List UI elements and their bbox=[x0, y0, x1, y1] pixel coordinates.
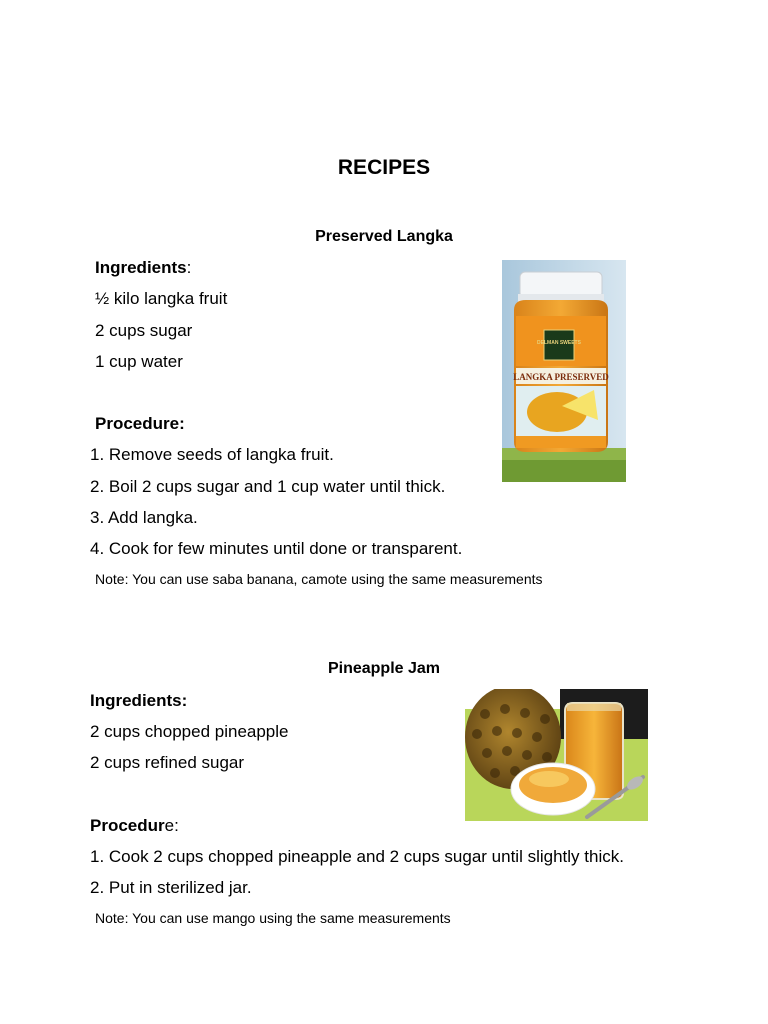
ingredients-heading bbox=[95, 258, 191, 278]
ingredients-heading-text: Ingredients bbox=[95, 258, 187, 277]
procedure-step: 1. Cook 2 cups chopped pineapple and 2 cups sugar until slightly thick. bbox=[90, 847, 624, 866]
recipe-title-preserved-langka: Preserved Langka bbox=[315, 228, 453, 245]
recipe-note: Note: You can use mango using the same measurements bbox=[95, 910, 451, 926]
procedure-heading bbox=[90, 816, 179, 836]
pineapple-jam-photo bbox=[465, 689, 648, 821]
jar-label-text: LANGKA PRESERVED bbox=[513, 372, 609, 382]
langka-preserved-jar-photo bbox=[502, 260, 626, 482]
jar-brand-text: DELMAN SWEETS bbox=[537, 340, 581, 346]
procedure-step: 1. Remove seeds of langka fruit. bbox=[90, 445, 334, 464]
ingredient-item: 2 cups chopped pineapple bbox=[90, 722, 289, 741]
procedure-step: 4. Cook for few minutes until done or transparent. bbox=[90, 539, 463, 558]
ingredients-heading: Ingredients: bbox=[90, 691, 188, 710]
procedure-heading: Procedure: bbox=[95, 414, 185, 433]
procedure-step: 3. Add langka. bbox=[90, 508, 198, 527]
ingredients-heading-colon: : bbox=[186, 258, 192, 277]
ingredient-item: 1 cup water bbox=[95, 352, 183, 371]
ingredient-item: ½ kilo langka fruit bbox=[95, 289, 228, 308]
procedure-heading-bold: Procedur bbox=[90, 816, 165, 835]
ingredient-item: 2 cups sugar bbox=[95, 321, 193, 340]
procedure-heading-rest: e: bbox=[164, 816, 179, 835]
procedure-step: 2. Put in sterilized jar. bbox=[90, 878, 252, 897]
ingredient-item: 2 cups refined sugar bbox=[90, 753, 245, 772]
recipe-note: Note: You can use saba banana, camote using the same measurements bbox=[95, 571, 543, 587]
page-title: RECIPES bbox=[337, 156, 431, 179]
recipe-title-pineapple-jam: Pineapple Jam bbox=[327, 660, 441, 677]
procedure-step: 2. Boil 2 cups sugar and 1 cup water until thick. bbox=[90, 477, 446, 496]
